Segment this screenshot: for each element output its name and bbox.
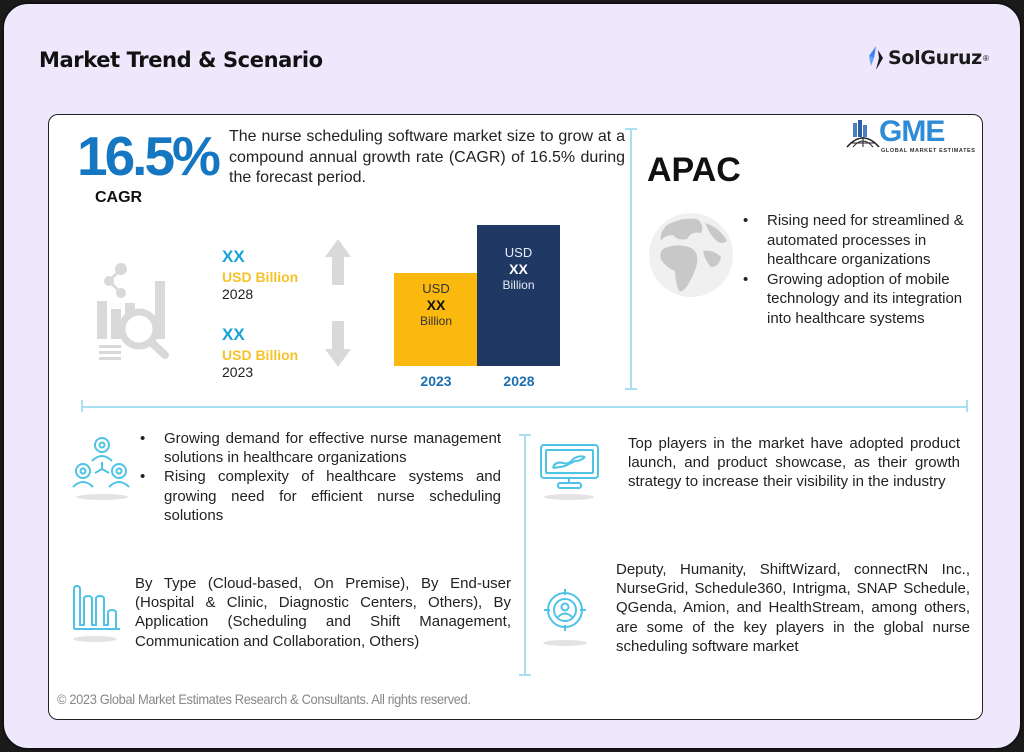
cagr-description: The nurse scheduling software market size to grow at a compound annual growth rate (CAGR) of 16.5% during the forecast period. xyxy=(229,128,625,186)
page-title: Market Trend & Scenario xyxy=(39,48,323,72)
region-driver-item: • Rising need for streamlined & automated processes in healthcare organizations xyxy=(767,211,977,270)
gme-logo xyxy=(845,117,980,157)
bar-prefix: USD xyxy=(504,245,533,260)
divider-tick xyxy=(519,434,531,436)
region-drivers-list xyxy=(767,211,977,328)
divider-tick xyxy=(81,400,83,412)
brand-name: SolGuruz xyxy=(888,47,982,69)
growth-strategy-text: Top players in the market have adopted product launch, and product showcase, as their growth strategy to increase their visibility in the industry xyxy=(628,435,960,491)
market-size-year: 2023 xyxy=(222,364,254,380)
infographic-card xyxy=(48,114,983,720)
globe-buildings-icon xyxy=(845,119,881,149)
divider-tick xyxy=(625,388,637,390)
bar-2028 xyxy=(477,225,560,366)
bar-suffix: Billion xyxy=(502,278,535,292)
bar-prefix: USD xyxy=(422,281,450,296)
divider-tick xyxy=(966,400,968,412)
solguruz-mark-icon xyxy=(866,44,886,72)
bar-label-2023: 2023 xyxy=(420,373,452,389)
market-driver-item: • Rising complexity of healthcare systems and growing need for efficient nurse scheduling solutions xyxy=(164,467,501,525)
market-drivers-list xyxy=(164,429,501,525)
registered-mark: ® xyxy=(982,53,989,63)
gme-text: GME xyxy=(879,115,945,148)
divider-tick xyxy=(519,674,531,676)
bar-suffix: Billion xyxy=(419,314,452,328)
bar-chart-icon xyxy=(71,585,123,643)
bar-2023 xyxy=(394,273,478,366)
bar-value: XX xyxy=(509,261,528,277)
cagr-label: CAGR xyxy=(95,189,143,206)
arrow-down-icon xyxy=(325,321,351,367)
copyright-footer: © 2023 Global Market Estimates Research & Consultants. All rights reserved. xyxy=(57,691,471,707)
market-driver-item: • Growing demand for effective nurse management solutions in healthcare organizations xyxy=(164,429,501,467)
bar-value: XX xyxy=(426,297,446,313)
gme-subtitle: GLOBAL MARKET ESTIMATES xyxy=(881,148,976,154)
key-players-text: Deputy, Humanity, ShiftWizard, connectRN Inc., NurseGrid, Schedule360, Intrigma, SNAP Schedule, QGenda, Amion, and HealthStream, among others, are some of the key players in the global nurse scheduling software market xyxy=(616,561,970,655)
globe-icon xyxy=(647,211,735,299)
market-size-value: XX xyxy=(222,325,245,344)
solguruz-logo xyxy=(866,44,989,72)
region-title: APAC xyxy=(647,151,741,189)
divider-horizontal xyxy=(81,406,967,408)
market-size-unit: USD Billion xyxy=(222,269,299,285)
analytics-search-icon xyxy=(95,263,187,369)
cagr-value: 16.5% xyxy=(77,125,218,187)
divider-tick xyxy=(625,128,637,130)
market-size-2028 xyxy=(222,247,298,302)
market-size-value: XX xyxy=(222,247,245,266)
segmentation-text: By Type (Cloud-based, On Premise), By End-user (Hospital & Clinic, Diagnostic Centers, Others), By Application (Scheduling and Shift Management, Communication and Collaboration, Others) xyxy=(135,575,511,650)
target-user-icon xyxy=(539,588,591,648)
region-driver-item: • Growing adoption of mobile technology and its integration into healthcare systems xyxy=(767,270,977,329)
divider-vertical-bottom xyxy=(524,434,526,675)
monitor-chart-icon xyxy=(539,443,601,501)
market-size-unit: USD Billion xyxy=(222,347,299,363)
arrow-up-icon xyxy=(325,239,351,285)
slide-frame xyxy=(2,2,1022,750)
bar-label-2028: 2028 xyxy=(503,373,535,389)
divider-vertical-top xyxy=(630,128,632,389)
market-size-year: 2028 xyxy=(222,286,254,302)
market-size-2023 xyxy=(222,325,298,380)
team-network-icon xyxy=(71,435,133,501)
